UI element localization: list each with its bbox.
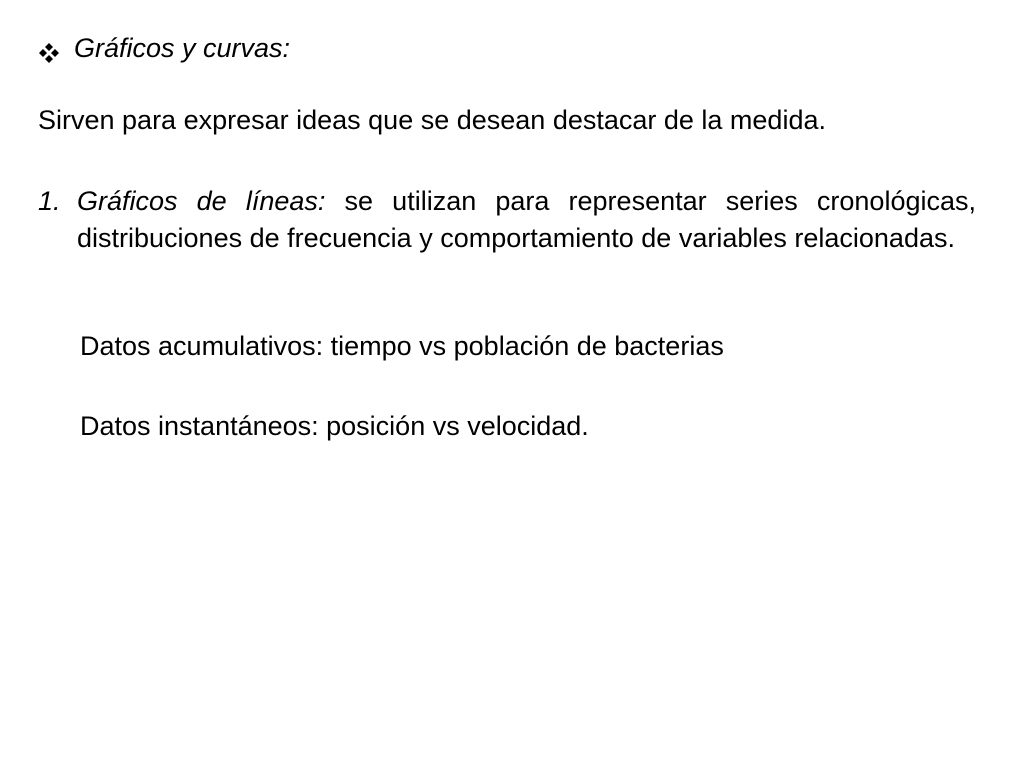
list-item (38, 183, 976, 257)
intro-paragraph: Sirven para expresar ideas que se desean destacar de la medida. (38, 105, 826, 135)
section-heading (38, 30, 290, 66)
section-title: Gráficos y curvas: (74, 33, 291, 63)
list-item-description: se utilizan para representar series cronológicas, distribuciones de frecuencia y comportamiento de variables relacionadas. (77, 186, 976, 253)
list-item-body (77, 183, 976, 257)
example-instantaneous-data: Datos instantáneos: posición vs velocidad. (80, 411, 589, 441)
list-item-term: Gráficos de líneas: (77, 186, 326, 216)
four-diamond-bullet-icon (38, 37, 60, 59)
list-item-number: 1. (38, 186, 61, 216)
example-cumulative-data: Datos acumulativos: tiempo vs población de bacterias (80, 331, 724, 361)
